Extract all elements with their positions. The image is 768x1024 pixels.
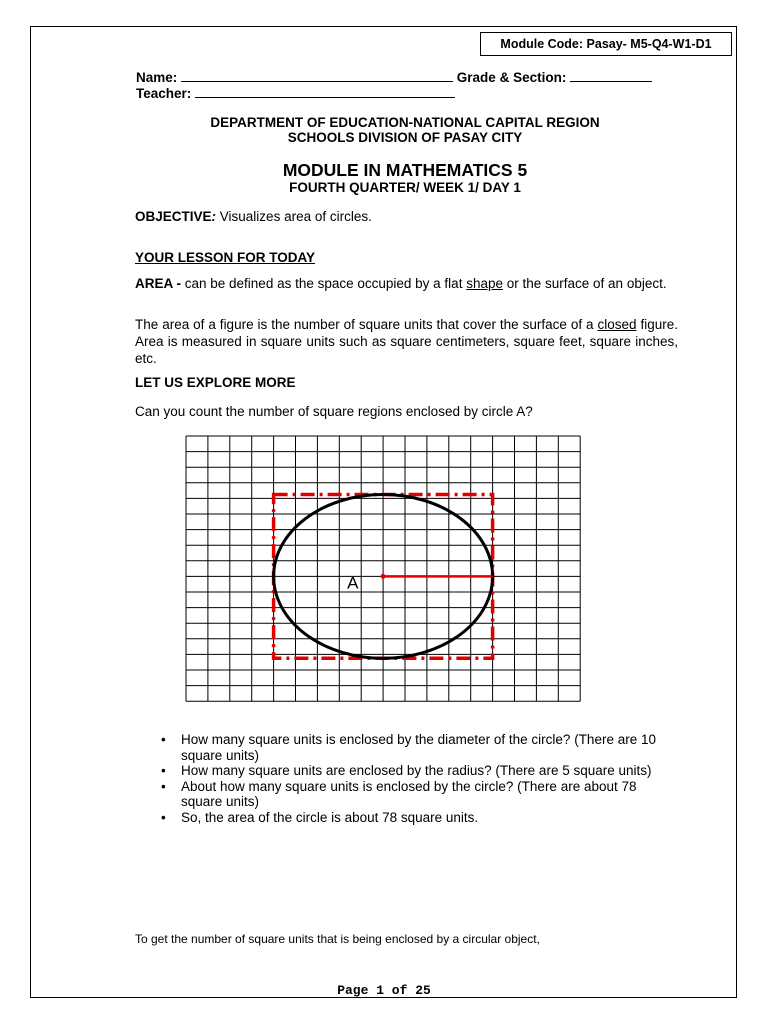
objective-text: Visualizes area of circles. [216, 209, 372, 224]
teacher-label: Teacher: [136, 86, 192, 101]
grid-lines [186, 436, 580, 701]
objective-line [135, 209, 372, 224]
area-def-shape-word: shape [466, 276, 503, 291]
module-title: MODULE IN MATHEMATICS 5 [282, 160, 528, 180]
name-row [136, 69, 652, 85]
question-list [135, 732, 680, 825]
module-code-box: Module Code: Pasay- M5-Q4-W1-D1 [480, 32, 732, 56]
quarter-subtitle: FOURTH QUARTER/ WEEK 1/ DAY 1 [289, 180, 521, 195]
name-label: Name: [136, 70, 178, 85]
closing-text: To get the number of square units that is being enclosed by a circular object, [135, 932, 540, 946]
bullet-item: • So, the area of the circle is about 78 square units. [181, 810, 680, 826]
circle-grid-figure [185, 435, 583, 705]
bullet-item: • How many square units are enclosed by the radius? (There are 5 square units) [181, 763, 680, 779]
area-para-closed-word: closed [597, 317, 637, 332]
circle-label: A [347, 573, 359, 593]
page-number: Page 1 of 25 [337, 983, 431, 998]
area-definition [135, 275, 678, 292]
center-dot [381, 574, 386, 579]
name-field[interactable] [181, 69, 453, 82]
area-para-text-1: The area of a figure is the number of square units that cover the surface of a [135, 317, 598, 332]
bullet-item: • How many square units is enclosed by the diameter of the circle? (There are 10 square units) [181, 732, 680, 763]
area-paragraph [135, 316, 678, 367]
area-def-text-2: or the surface of an object. [503, 276, 667, 291]
explore-question: Can you count the number of square regions enclosed by circle A? [135, 404, 533, 419]
area-term: AREA - [135, 276, 181, 291]
area-para-text-2: figure. Area is measured in square units such as square centimeters, square feet, square inches, etc. [135, 317, 678, 366]
objective-label: OBJECTIVE [135, 209, 212, 224]
division-heading: SCHOOLS DIVISION OF PASAY CITY [287, 130, 523, 145]
teacher-row [136, 85, 455, 101]
department-heading: DEPARTMENT OF EDUCATION-NATIONAL CAPITAL REGION [210, 115, 600, 130]
lesson-heading: YOUR LESSON FOR TODAY [135, 250, 316, 265]
area-def-text-1: can be defined as the space occupied by a flat [181, 276, 467, 291]
bullet-item: • About how many square units is enclosed by the circle? (There are about 78 square units) [181, 779, 680, 810]
grade-label: Grade & Section: [456, 70, 567, 85]
grade-section-field[interactable] [570, 69, 652, 82]
objective-colon: : [211, 209, 217, 224]
explore-heading: LET US EXPLORE MORE [135, 375, 296, 390]
teacher-field[interactable] [195, 85, 455, 98]
